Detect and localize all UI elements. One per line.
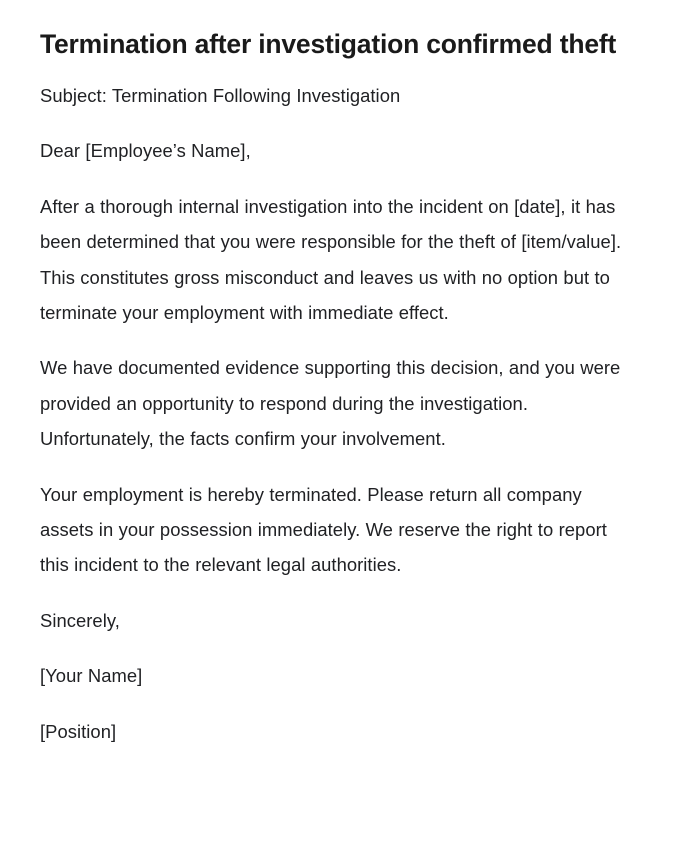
page-title: Termination after investigation confirmed theft (40, 29, 617, 59)
signature-name: [Your Name] (40, 665, 143, 687)
salutation: Dear [Employee’s Name], (40, 140, 251, 162)
closing-line: Sincerely, (40, 609, 120, 631)
letter-body (40, 78, 660, 749)
subject-line: Subject: Termination Following Investigation (40, 85, 401, 106)
signature-position: [Position] (40, 720, 117, 742)
termination-notice-paragraph: Your employment is hereby terminated. Please return all company assets in your possession immediately. We reserve the right to report this incident to the relevant legal authorities. (40, 483, 607, 576)
investigation-finding-paragraph: After a thorough internal investigation into the incident on [date], it has been determined that you were responsible for the theft of [item/value]. This constitutes gross misconduct and leaves us with no option but to terminate your employment with immediate effect. (40, 195, 622, 324)
evidence-statement-paragraph: We have documented evidence supporting this decision, and you were provided an opportunity to respond during the investigation. Unfortunately, the facts confirm your involvement. (40, 357, 621, 450)
